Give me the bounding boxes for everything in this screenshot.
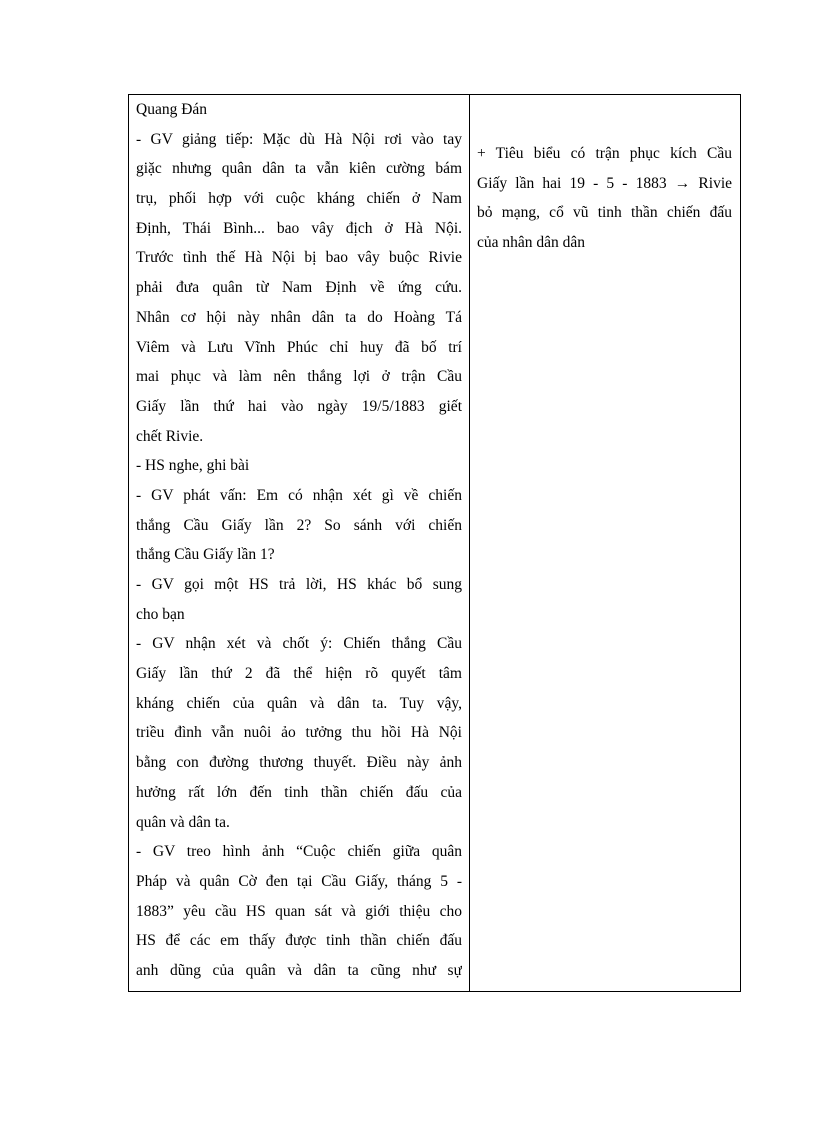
text-line: Pháp và quân Cờ đen tại Cầu Giấy, tháng 5 - (136, 872, 462, 890)
lesson-table (128, 94, 741, 992)
text-line: 1883” yêu cầu HS quan sát và giới thiệu cho (136, 902, 462, 920)
text-line: hưởng rất lớn đến tinh thần chiến đấu của (136, 783, 462, 801)
text-line: Trước tình thế Hà Nội bị bao vây buộc Rivie (136, 249, 462, 267)
lesson-content-cell (470, 95, 740, 991)
text-line: HS để các em thấy được tinh thần chiến đấu (136, 932, 462, 950)
text-line: triều đình vẫn nuôi ảo tưởng thu hồi Hà Nội (136, 724, 462, 742)
text-line: - GV nhận xét và chốt ý: Chiến thắng Cầu (136, 635, 462, 653)
text-line: quân và dân ta. (136, 813, 230, 831)
text-line: - GV phát vấn: Em có nhận xét gì về chiến (136, 486, 462, 504)
text-line: bỏ mạng, cổ vũ tinh thần chiến đấu (477, 204, 732, 221)
text-line: Viêm và Lưu Vĩnh Phúc chỉ huy đã bố trí (136, 338, 462, 356)
text-line: thắng Cầu Giấy lần 2? So sánh với chiến (136, 516, 462, 534)
text-line: kháng chiến của quân và dân ta. Tuy vậy, (136, 694, 462, 712)
text-line: của nhân dân dân (477, 233, 586, 251)
text-line: giặc nhưng quân dân ta vẫn kiên cường bám (136, 160, 462, 178)
text-line: Nhân cơ hội này nhân dân ta do Hoàng Tá (136, 308, 462, 326)
text-line: Giấy lần thứ 2 đã thể hiện rõ quyết tâm (136, 665, 462, 683)
text-line: bằng con đường thương thuyết. Điều này ảnh (136, 754, 462, 772)
text-line: mai phục và làm nên thắng lợi ở trận Cầu (136, 368, 462, 386)
text-line: - GV giảng tiếp: Mặc dù Hà Nội rơi vào tay (136, 130, 462, 148)
text-line: Định, Thái Bình... bao vây địch ở Hà Nội. (136, 219, 462, 237)
text-line: Quang Đán (136, 101, 208, 118)
text-line: - HS nghe, ghi bài (136, 457, 250, 475)
text-line: trụ, phối hợp với cuộc kháng chiến ở Nam (136, 190, 462, 208)
text-line: - GV gọi một HS trả lời, HS khác bổ sung (136, 576, 462, 593)
text-line: Giấy lần hai 19 - 5 - 1883 → Rivie (477, 174, 732, 192)
text-line: chết Rivie. (136, 427, 204, 445)
text-line: - GV treo hình ảnh “Cuộc chiến giữa quân (136, 843, 462, 861)
text-line: phải đưa quân từ Nam Định về ứng cứu. (136, 279, 462, 297)
text-line: cho bạn (136, 605, 185, 623)
teacher-student-activities-cell (129, 95, 470, 991)
text-line: thắng Cầu Giấy lần 1? (136, 546, 275, 564)
text-line: + Tiêu biểu có trận phục kích Cầu (477, 145, 732, 162)
text-line: Giấy lần thứ hai vào ngày 19/5/1883 giết (136, 397, 462, 415)
text-line: anh dũng của quân và dân ta cũng như sự (136, 961, 462, 979)
